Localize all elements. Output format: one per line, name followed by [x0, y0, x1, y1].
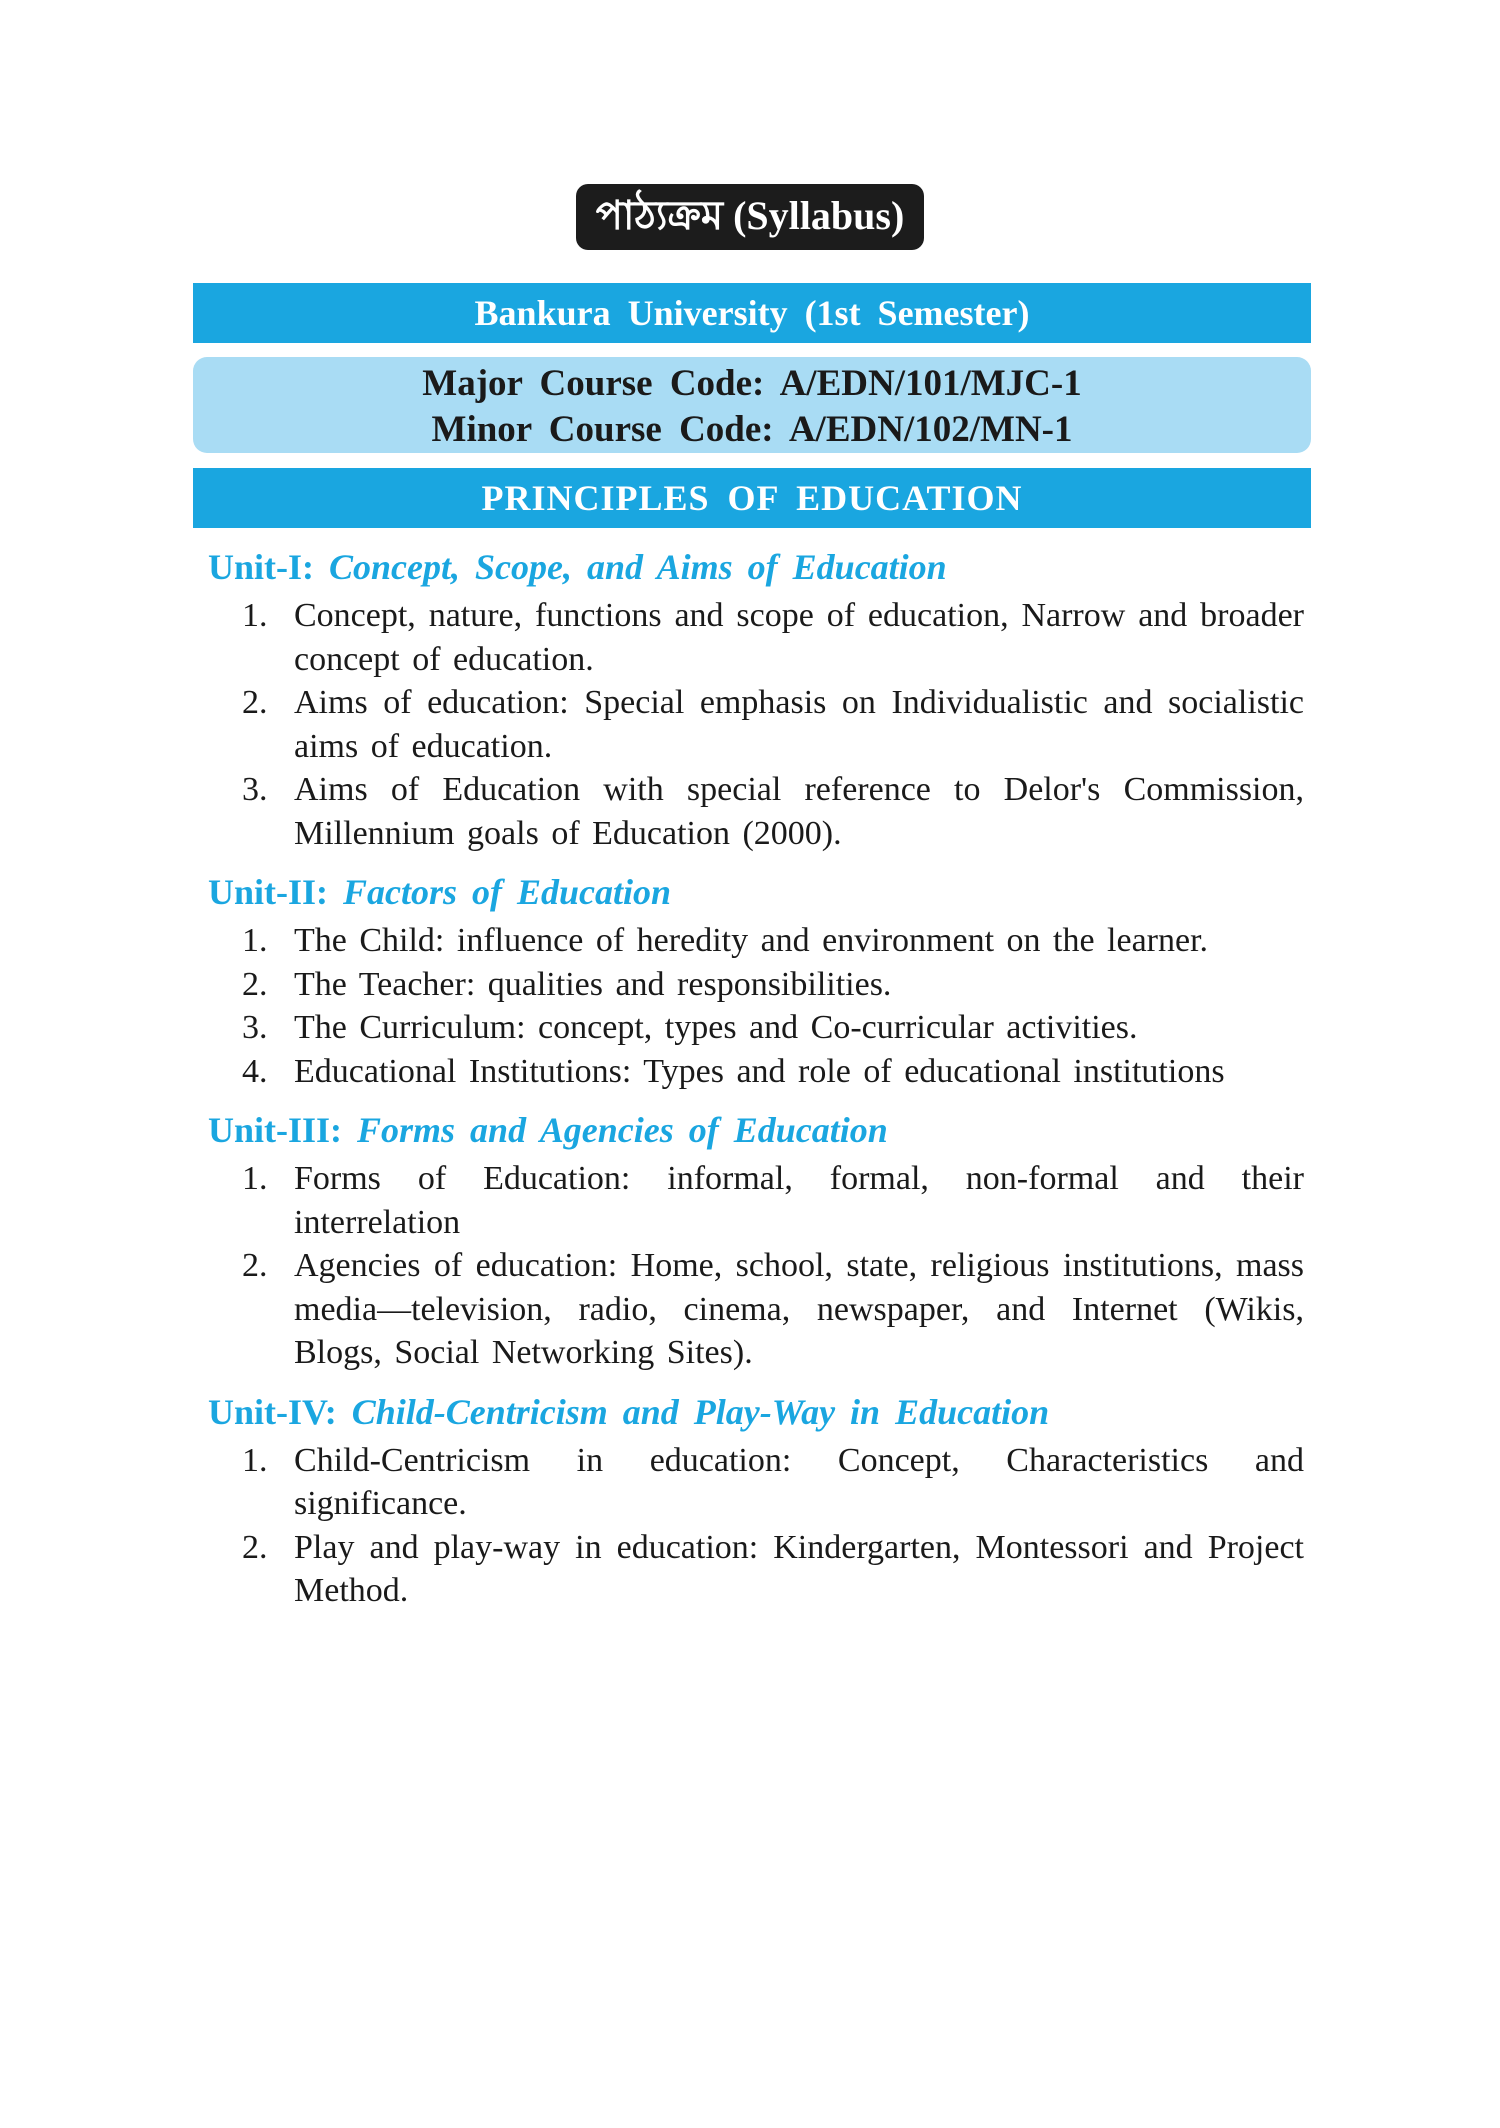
- unit-heading: [208, 865, 1304, 919]
- item-number: 4.: [242, 1052, 268, 1090]
- item-text: The Teacher: qualities and responsibilities.: [294, 965, 892, 1003]
- item-number: 2.: [242, 965, 268, 1003]
- unit-2: [208, 865, 1304, 1093]
- item-text: The Curriculum: concept, types and Co-curricular activities.: [294, 1009, 1138, 1046]
- list-item: [208, 1526, 1304, 1613]
- unit-item-list: [208, 594, 1304, 855]
- unit-heading: [208, 1103, 1304, 1157]
- unit-topic: Factors of Education: [343, 872, 672, 912]
- item-text: Play and play-way in education: Kindergarten, Montessori and Project Method.: [294, 1528, 1304, 1609]
- item-number: 1.: [242, 597, 268, 634]
- list-item: [208, 594, 1304, 681]
- title-area: [0, 184, 1500, 250]
- list-item: [208, 963, 1304, 1007]
- item-number: 3.: [242, 1009, 268, 1046]
- unit-topic: Forms and Agencies of Education: [357, 1110, 888, 1150]
- item-text: Aims of Education with special reference to Delor's Commission, Millennium goals of Education (2000).: [294, 771, 1304, 852]
- item-number: 1.: [242, 922, 268, 959]
- item-text: Forms of Education: informal, formal, non-formal and their interrelation: [294, 1160, 1304, 1241]
- unit-item-list: [208, 1157, 1304, 1375]
- syllabus-title-badge: পাঠ্যক্রম (Syllabus): [576, 184, 925, 250]
- units-content: [208, 540, 1304, 1623]
- unit-4: [208, 1385, 1304, 1613]
- minor-course-code: Minor Course Code: A/EDN/102/MN-1: [431, 409, 1073, 450]
- unit-label: Unit-II:: [208, 872, 329, 912]
- unit-heading: [208, 1385, 1304, 1439]
- course-codes-box: [193, 357, 1311, 453]
- list-item: [208, 1006, 1304, 1050]
- unit-topic: Concept, Scope, and Aims of Education: [329, 547, 947, 587]
- unit-1: [208, 540, 1304, 855]
- list-item: [208, 1157, 1304, 1244]
- unit-label: Unit-IV:: [208, 1391, 337, 1432]
- list-item: [208, 1244, 1304, 1375]
- unit-item-list: [208, 1439, 1304, 1613]
- list-item: [208, 1439, 1304, 1526]
- list-item: [208, 768, 1304, 855]
- subject-bar: PRINCIPLES OF EDUCATION: [193, 468, 1311, 528]
- item-number: 1.: [242, 1160, 268, 1197]
- item-text: The Child: influence of heredity and environment on the learner.: [294, 922, 1209, 959]
- list-item: [208, 919, 1304, 963]
- unit-item-list: [208, 919, 1304, 1093]
- item-number: 2.: [242, 1528, 268, 1566]
- item-text: Child-Centricism in education: Concept, Characteristics and significance.: [294, 1441, 1304, 1522]
- unit-label: Unit-I:: [208, 547, 314, 587]
- unit-3: [208, 1103, 1304, 1375]
- item-number: 1.: [242, 1441, 268, 1479]
- item-text: Concept, nature, functions and scope of education, Narrow and broader concept of education.: [294, 597, 1304, 678]
- unit-label: Unit-III:: [208, 1110, 343, 1150]
- unit-topic: Child-Centricism and Play-Way in Education: [351, 1391, 1050, 1432]
- item-number: 2.: [242, 1247, 268, 1284]
- university-bar: Bankura University (1st Semester): [193, 283, 1311, 343]
- item-number: 2.: [242, 684, 268, 721]
- list-item: [208, 681, 1304, 768]
- item-text: Agencies of education: Home, school, state, religious institutions, mass media—television, radio, cinema, newspaper, and Internet (Wikis, Blogs, Social Networking Sites).: [294, 1247, 1304, 1371]
- item-text: Aims of education: Special emphasis on Individualistic and socialistic aims of education.: [294, 684, 1304, 765]
- list-item: [208, 1050, 1304, 1094]
- major-course-code: Major Course Code: A/EDN/101/MJC-1: [422, 363, 1082, 404]
- item-number: 3.: [242, 771, 268, 808]
- item-text: Educational Institutions: Types and role of educational institutions: [294, 1052, 1225, 1090]
- unit-heading: [208, 540, 1304, 594]
